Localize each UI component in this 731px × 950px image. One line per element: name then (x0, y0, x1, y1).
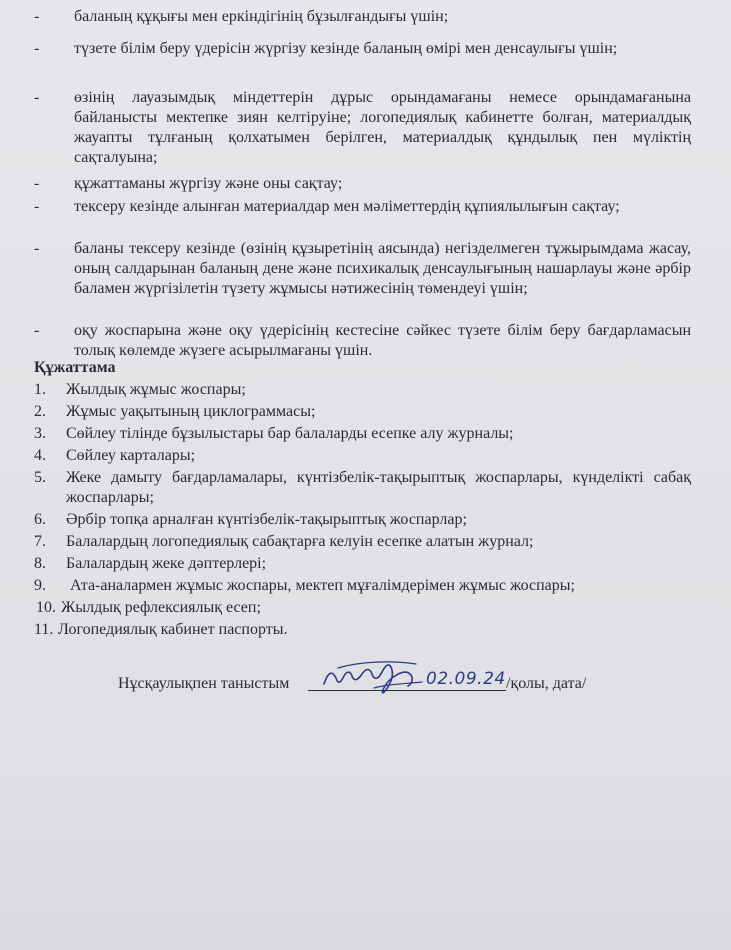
duty-text: тексеру кезінде алынған материалдар мен мәліметтердің құпиялылығын сақтау; (74, 198, 620, 215)
item-number: 2. (34, 403, 46, 420)
item-text: Жылдық рефлексиялық есеп; (61, 599, 261, 616)
bullet-dash: - (34, 8, 40, 25)
bullet-dash: - (34, 40, 40, 57)
bullet-dash: - (34, 175, 40, 192)
duty-text: баланы тексеру кезінде (өзінің құзыретінің аясында) негізделмеген тұжырымдама жасау, оның салдарынан баланың дене және психикалық денсаулығының нашарлауы және әрбір баламен жүргізілетін түзету жұмысы нәтижесінің төмендеуі үшін; (74, 240, 691, 297)
item-number: 11. (34, 621, 54, 638)
duty-text: өзінің лауазымдық міндеттерін дұрыс орындамағаны немесе орындамағанына байланысты мектепке зиян келтіруіне; логопедиялық кабинетте болған, материалдық жауапты тұлғаның қолхатымен берілген, материалдық құндылық пен мүліктің сақталуына; (74, 89, 691, 166)
item-number: 6. (34, 511, 46, 528)
item-text: Жұмыс уақытының циклограммасы; (66, 403, 316, 420)
item-text: Әрбір топқа арналған күнтізбелік-тақырыптық жоспарлар; (66, 511, 467, 528)
bullet-dash: - (34, 240, 40, 257)
bullet-dash: - (34, 89, 40, 106)
item-text: Ата-аналармен жұмыс жоспары, мектеп мұғалімдерімен жұмыс жоспары; (70, 577, 575, 594)
item-text: Сөйлеу тілінде бұзылыстары бар балаларды есепке алу журналы; (66, 425, 514, 442)
item-text: Жылдық жұмыс жоспары; (66, 381, 246, 398)
duty-text: баланың құқығы мен еркіндігінің бұзылғандығы үшін; (74, 8, 449, 25)
item-text: Жеке дамыту бағдарламалары, күнтізбелік-тақырыптық жоспарлары, күнделікті сабақ жоспарлары; (66, 469, 691, 506)
item-number: 5. (34, 469, 46, 486)
documents-heading: Құжаттама (34, 359, 116, 376)
acknowledgement-label: Нұсқаулықпен таныстым (118, 675, 290, 692)
bullet-dash: - (34, 322, 40, 339)
duty-text: түзете білім беру үдерісін жүргізу кезінде баланың өмірі мен денсаулығы үшін; (74, 40, 618, 57)
duty-text: құжаттаманы жүргізу және оны сақтау; (74, 175, 343, 192)
item-number: 7. (34, 533, 46, 550)
item-text: Балалардың логопедиялық сабақтарға келуін есепке алатын журнал; (66, 533, 534, 550)
item-text: Балалардың жеке дәптерлері; (66, 555, 267, 572)
item-number: 8. (34, 555, 46, 572)
item-text: Логопедиялық кабинет паспорты. (58, 621, 288, 638)
handwritten-signature (318, 654, 428, 700)
item-number: 4. (34, 447, 46, 464)
item-number: 10. (36, 599, 56, 616)
item-text: Сөйлеу карталары; (66, 447, 196, 464)
item-number: 1. (34, 381, 46, 398)
duty-text: оқу жоспарына және оқу үдерісінің кестесіне сәйкес түзете білім беру бағдарламасын толық көлемде жүзеге асырылмағаны үшін. (74, 322, 691, 359)
handwritten-date: 02.09.24 (426, 669, 506, 689)
item-number: 9. (34, 577, 46, 594)
signature-caption: /қолы, дата/ (506, 675, 587, 692)
bullet-dash: - (34, 198, 40, 215)
item-number: 3. (34, 425, 46, 442)
